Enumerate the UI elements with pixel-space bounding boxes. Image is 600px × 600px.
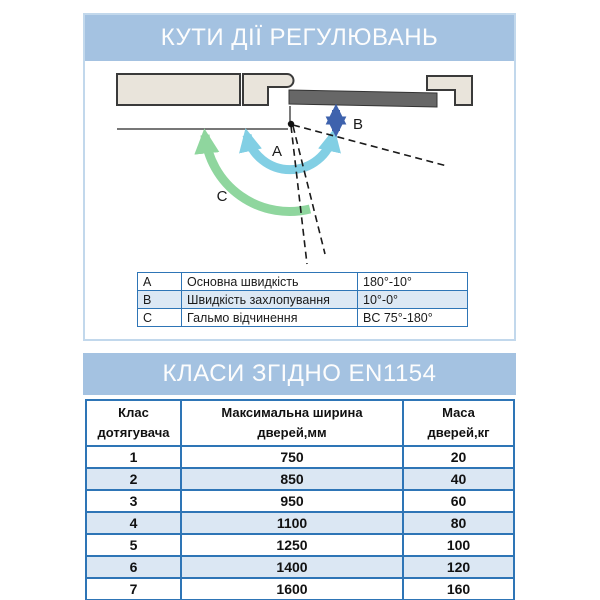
adjustment-name: Швидкість захлопування xyxy=(182,291,358,309)
table-row xyxy=(86,490,514,512)
wall-left xyxy=(117,74,240,105)
door-leaf xyxy=(289,90,437,107)
door-position-line-10deg xyxy=(291,126,307,264)
table-row xyxy=(86,534,514,556)
table-row xyxy=(86,446,514,468)
en1154-classes-table xyxy=(85,399,515,600)
table-header-row xyxy=(86,400,514,446)
class-cell: 4 xyxy=(86,512,181,534)
class-cell: 6 xyxy=(86,556,181,578)
width-cell: 1600 xyxy=(181,578,403,600)
label-a: A xyxy=(271,143,283,160)
class-cell: 2 xyxy=(86,468,181,490)
col-header-class: Клас дотягувача xyxy=(86,400,181,446)
width-cell: 1400 xyxy=(181,556,403,578)
adjustment-value: 180°-10° xyxy=(358,273,468,291)
label-b: B xyxy=(352,116,364,133)
mass-cell: 80 xyxy=(403,512,514,534)
adjustment-key: C xyxy=(138,309,182,327)
width-cell: 750 xyxy=(181,446,403,468)
width-cell: 850 xyxy=(181,468,403,490)
adjustments-table xyxy=(137,272,468,327)
table-row xyxy=(86,512,514,534)
class-cell: 3 xyxy=(86,490,181,512)
section1-header xyxy=(85,15,514,61)
mass-cell: 20 xyxy=(403,446,514,468)
mass-cell: 120 xyxy=(403,556,514,578)
hinge-dot xyxy=(288,121,294,127)
mass-cell: 60 xyxy=(403,490,514,512)
width-cell: 950 xyxy=(181,490,403,512)
adjustment-name: Гальмо відчинення xyxy=(182,309,358,327)
adjustment-key: B xyxy=(138,291,182,309)
table-row xyxy=(86,556,514,578)
col-header-max-width: Максимальна ширина дверей,мм xyxy=(181,400,403,446)
adjustment-key: A xyxy=(138,273,182,291)
width-cell: 1100 xyxy=(181,512,403,534)
section2-header xyxy=(83,353,516,395)
label-c: C xyxy=(216,188,228,205)
table-row xyxy=(138,273,468,291)
adjustment-value: BC 75°-180° xyxy=(358,309,468,327)
door-frame-left xyxy=(243,74,294,105)
table-row xyxy=(86,468,514,490)
arrow-a-main-speed xyxy=(247,135,333,170)
adjustment-name: Основна швидкість xyxy=(182,273,358,291)
class-cell: 1 xyxy=(86,446,181,468)
mass-cell: 100 xyxy=(403,534,514,556)
class-cell: 7 xyxy=(86,578,181,600)
section1-title: КУТИ ДІЇ РЕГУЛЮВАНЬ xyxy=(160,24,439,51)
class-cell: 5 xyxy=(86,534,181,556)
table-row xyxy=(86,578,514,600)
section2-title: КЛАСИ ЗГІДНО EN1154 xyxy=(162,360,437,387)
adjustment-angles-panel xyxy=(83,13,516,341)
diagram-area xyxy=(85,61,514,339)
mass-cell: 40 xyxy=(403,468,514,490)
adjustment-value: 10°-0° xyxy=(358,291,468,309)
col-header-mass: Маса дверей,кг xyxy=(403,400,514,446)
table-row xyxy=(138,309,468,327)
width-cell: 1250 xyxy=(181,534,403,556)
table-row xyxy=(138,291,468,309)
mass-cell: 160 xyxy=(403,578,514,600)
